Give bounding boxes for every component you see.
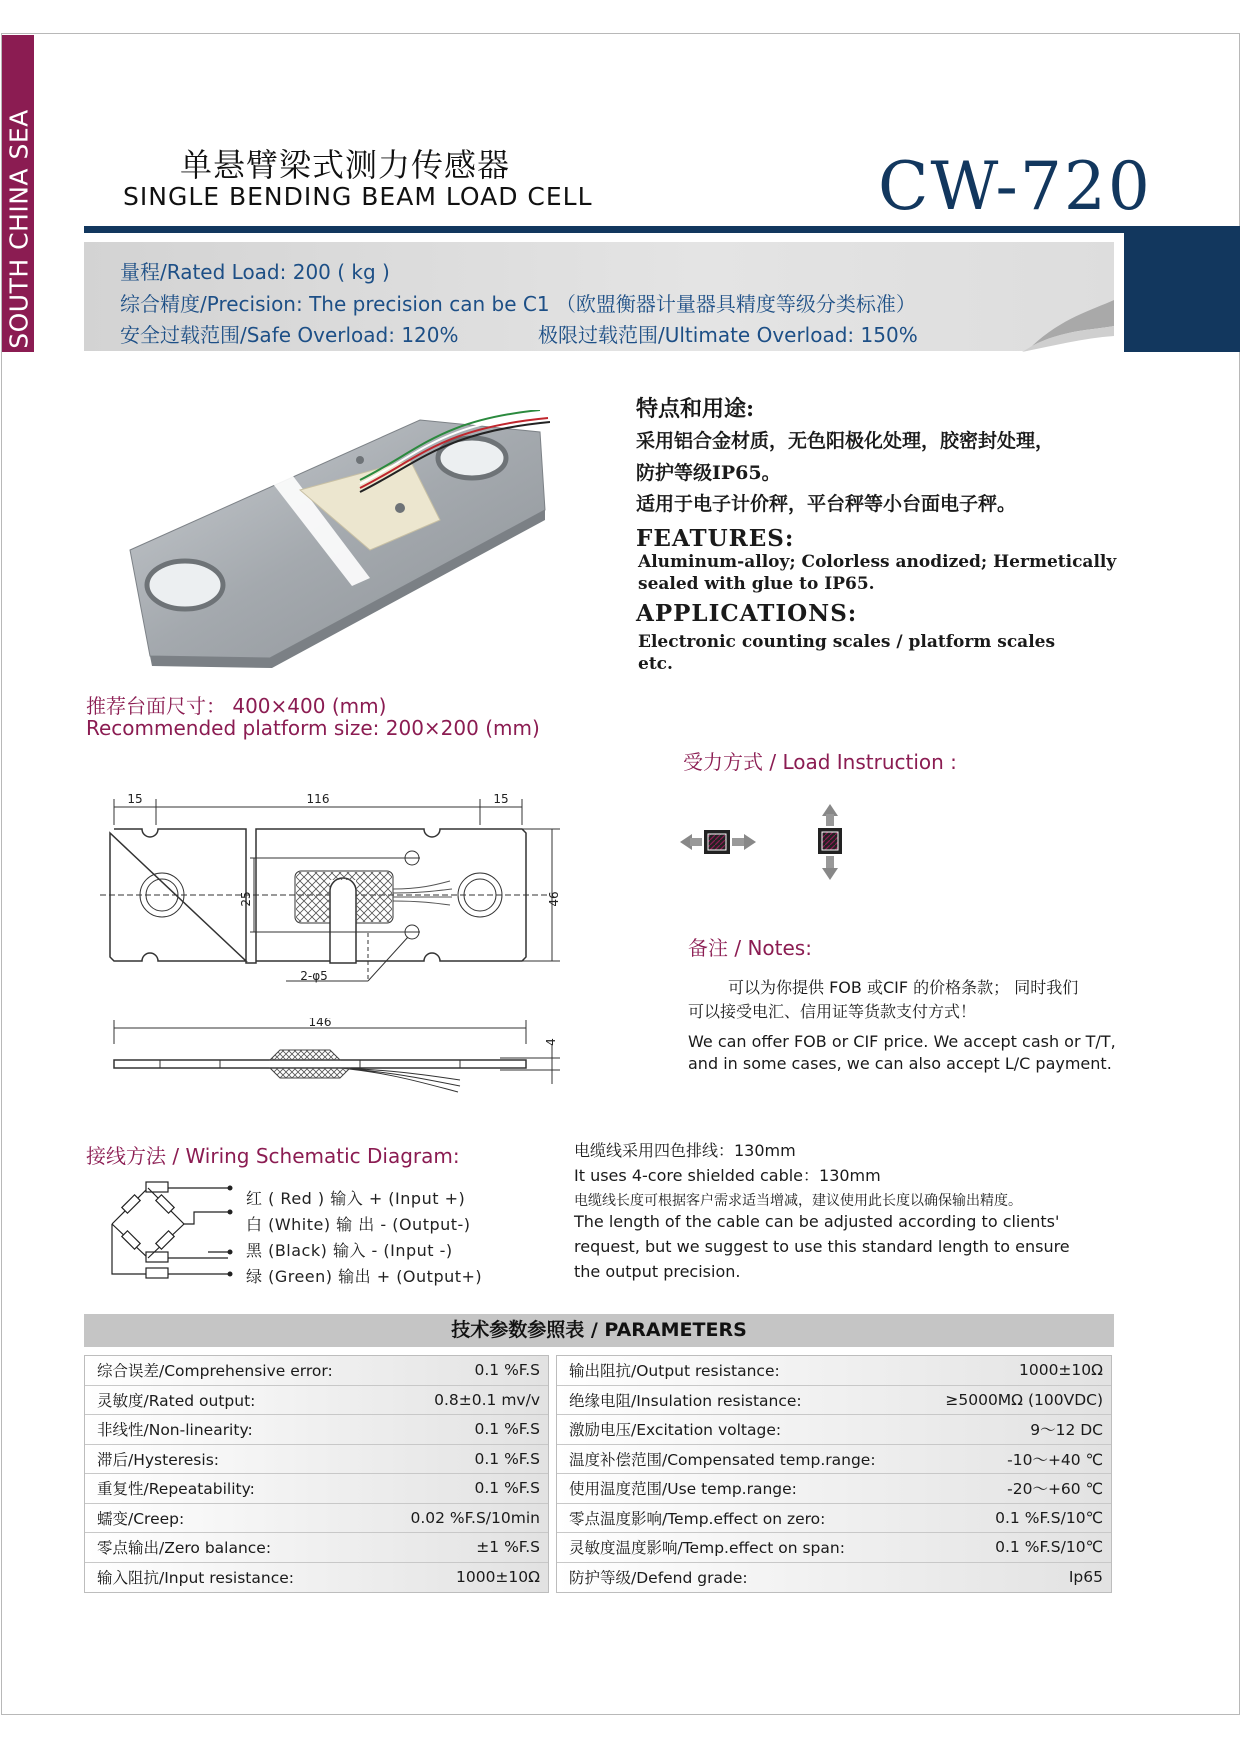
param-label: 零点温度影响/Temp.effect on zero: xyxy=(569,1509,826,1528)
table-row xyxy=(557,1445,1111,1475)
param-label: 使用温度范围/Use temp.range: xyxy=(569,1480,797,1499)
features-cn-line3: 适用于电子计价秤，平台秤等小台面电子秤。 xyxy=(636,493,1017,515)
param-value: ≥5000MΩ (100VDC) xyxy=(945,1390,1103,1409)
dim-middle: 116 xyxy=(306,792,330,806)
param-label: 激励电压/Excitation voltage: xyxy=(569,1421,782,1440)
dim-left: 15 xyxy=(127,792,143,806)
param-label: 重复性/Repeatability: xyxy=(97,1480,255,1499)
param-value: -20～+60 ℃ xyxy=(1007,1480,1103,1499)
table-row xyxy=(557,1533,1111,1563)
load-cell-photo xyxy=(120,410,550,670)
platform-size-cn: 推荐台面尺寸： 400×400 (mm) xyxy=(86,694,387,718)
param-label: 温度补偿范围/Compensated temp.range: xyxy=(569,1450,876,1469)
features-line1: Aluminum-alloy; Colorless anodized; Hermetically xyxy=(638,552,1117,572)
param-label: 绝缘电阻/Insulation resistance: xyxy=(569,1391,802,1410)
table-row xyxy=(85,1504,548,1534)
param-value: 1000±10Ω xyxy=(1018,1361,1103,1380)
dim-height: 46 xyxy=(547,891,561,907)
title-english: SINGLE BENDING BEAM LOAD CELL xyxy=(123,182,593,211)
side-brand-text: SOUTH CHINA SEA xyxy=(4,109,34,349)
table-row xyxy=(85,1415,548,1445)
dimension-drawing-side xyxy=(100,1018,570,1098)
dim-thickness: 4 xyxy=(544,1038,558,1046)
notes-en-line2: and in some cases, we can also accept L/C payment. xyxy=(688,1054,1112,1073)
page-curl-icon xyxy=(1022,300,1114,352)
features-line2: sealed with glue to IP65. xyxy=(638,574,875,594)
dim-right: 15 xyxy=(493,792,509,806)
applications-heading: APPLICATIONS: xyxy=(636,600,858,627)
param-value: 0.1 %F.S xyxy=(474,1361,540,1380)
param-value: 0.8±0.1 mv/v xyxy=(434,1390,540,1409)
applications-line1: Electronic counting scales / platform scales xyxy=(638,632,1056,652)
cable-line6: the output precision. xyxy=(574,1262,741,1281)
param-value: -10～+40 ℃ xyxy=(1007,1450,1103,1469)
param-value: 0.1 %F.S xyxy=(474,1420,540,1439)
table-row xyxy=(557,1356,1111,1386)
applications-line2: etc. xyxy=(638,654,673,674)
header-rule xyxy=(84,226,1240,233)
param-label: 防护等级/Defend grade: xyxy=(569,1569,748,1588)
spec-ultimate-overload: 极限过载范围/Ultimate Overload: 150% xyxy=(538,323,918,347)
table-row xyxy=(85,1356,548,1386)
param-value: 0.1 %F.S xyxy=(474,1479,540,1498)
cable-line5: request, but we suggest to use this standard length to ensure xyxy=(574,1237,1070,1256)
table-row xyxy=(557,1563,1111,1593)
table-row xyxy=(557,1386,1111,1416)
title-chinese: 单悬臂梁式测力传感器 xyxy=(180,146,511,184)
wire-red: 红 ( Red ) 输入 + (Input +) xyxy=(246,1189,466,1208)
table-row xyxy=(85,1533,548,1563)
table-row xyxy=(85,1563,548,1593)
parameters-left-table xyxy=(84,1355,549,1593)
param-value: Ip65 xyxy=(1068,1568,1103,1587)
table-row xyxy=(557,1474,1111,1504)
dim-hole: 2-φ5 xyxy=(300,969,328,983)
dim-length: 146 xyxy=(308,1018,332,1029)
parameters-right-table xyxy=(556,1355,1112,1593)
notes-en-line1: We can offer FOB or CIF price. We accept cash or T/T, xyxy=(688,1032,1116,1051)
platform-size-en: Recommended platform size: 200×200 (mm) xyxy=(86,716,540,740)
parameters-title: 技术参数参照表 / PARAMETERS xyxy=(84,1314,1114,1347)
param-value: ±1 %F.S xyxy=(476,1538,540,1557)
features-cn-line2: 防护等级IP65。 xyxy=(636,462,781,484)
cable-line4: The length of the cable can be adjusted according to clients' xyxy=(574,1212,1060,1231)
wiring-bridge-diagram xyxy=(108,1178,238,1280)
param-label: 灵敏度/Rated output: xyxy=(97,1391,256,1410)
spec-rated-load: 量程/Rated Load: 200 ( kg ) xyxy=(120,260,390,284)
table-row xyxy=(557,1415,1111,1445)
model-number: CW-720 xyxy=(878,148,1152,225)
load-direction-icons xyxy=(680,800,880,885)
param-label: 输入阻抗/Input resistance: xyxy=(97,1569,294,1588)
param-label: 输出阻抗/Output resistance: xyxy=(569,1362,780,1381)
param-value: 0.1 %F.S/10℃ xyxy=(995,1538,1103,1557)
wire-black: 黑 (Black) 输入 - (Input -) xyxy=(246,1241,453,1260)
features-cn-line1: 采用铝合金材质，无色阳极化处理，胶密封处理， xyxy=(636,430,1055,452)
param-label: 非线性/Non-linearity: xyxy=(97,1421,253,1440)
side-brand-stripe xyxy=(2,35,34,352)
spec-precision: 综合精度/Precision: The precision can be C1 （欧盟衡器计量器具精度等级分类标准） xyxy=(120,292,916,316)
param-value: 0.1 %F.S xyxy=(474,1449,540,1468)
wiring-heading: 接线方法 / Wiring Schematic Diagram: xyxy=(86,1144,460,1168)
param-value: 1000±10Ω xyxy=(455,1568,540,1587)
param-value: 0.1 %F.S/10℃ xyxy=(995,1508,1103,1527)
dim-gauge: 25 xyxy=(239,891,253,907)
wire-white: 白 (White) 输 出 - (Output-) xyxy=(246,1215,471,1234)
corner-block xyxy=(1124,233,1240,352)
param-label: 蠕变/Creep: xyxy=(97,1509,185,1528)
dimension-drawing-top xyxy=(100,785,570,995)
load-instruction-heading: 受力方式 / Load Instruction : xyxy=(683,750,957,774)
notes-cn-line1: 可以为你提供 FOB 或CIF 的价格条款； 同时我们 xyxy=(728,978,1079,997)
param-label: 灵敏度温度影响/Temp.effect on span: xyxy=(569,1539,845,1558)
param-value: 9～12 DC xyxy=(1030,1421,1103,1440)
param-label: 零点输出/Zero balance: xyxy=(97,1539,272,1558)
cable-line2: It uses 4-core shielded cable：130mm xyxy=(574,1166,881,1185)
wire-green: 绿 (Green) 输出 + (Output+) xyxy=(246,1267,483,1286)
table-row xyxy=(85,1445,548,1475)
param-label: 综合误差/Comprehensive error: xyxy=(97,1362,333,1381)
table-row xyxy=(85,1474,548,1504)
table-row xyxy=(557,1504,1111,1534)
param-label: 滞后/Hysteresis: xyxy=(97,1450,219,1469)
notes-heading: 备注 / Notes: xyxy=(688,936,812,960)
table-row xyxy=(85,1386,548,1416)
features-heading-cn: 特点和用途: xyxy=(636,396,755,422)
param-value: 0.02 %F.S/10min xyxy=(410,1508,540,1527)
spec-safe-overload: 安全过载范围/Safe Overload: 120% xyxy=(120,323,459,347)
notes-cn-line2: 可以接受电汇、信用证等货款支付方式！ xyxy=(688,1002,977,1021)
cable-line3: 电缆线长度可根据客户需求适当增减，建议使用此长度以确保输出精度。 xyxy=(574,1193,1022,1209)
features-heading: FEATURES: xyxy=(636,525,795,552)
cable-line1: 电缆线采用四色排线：130mm xyxy=(574,1141,796,1160)
